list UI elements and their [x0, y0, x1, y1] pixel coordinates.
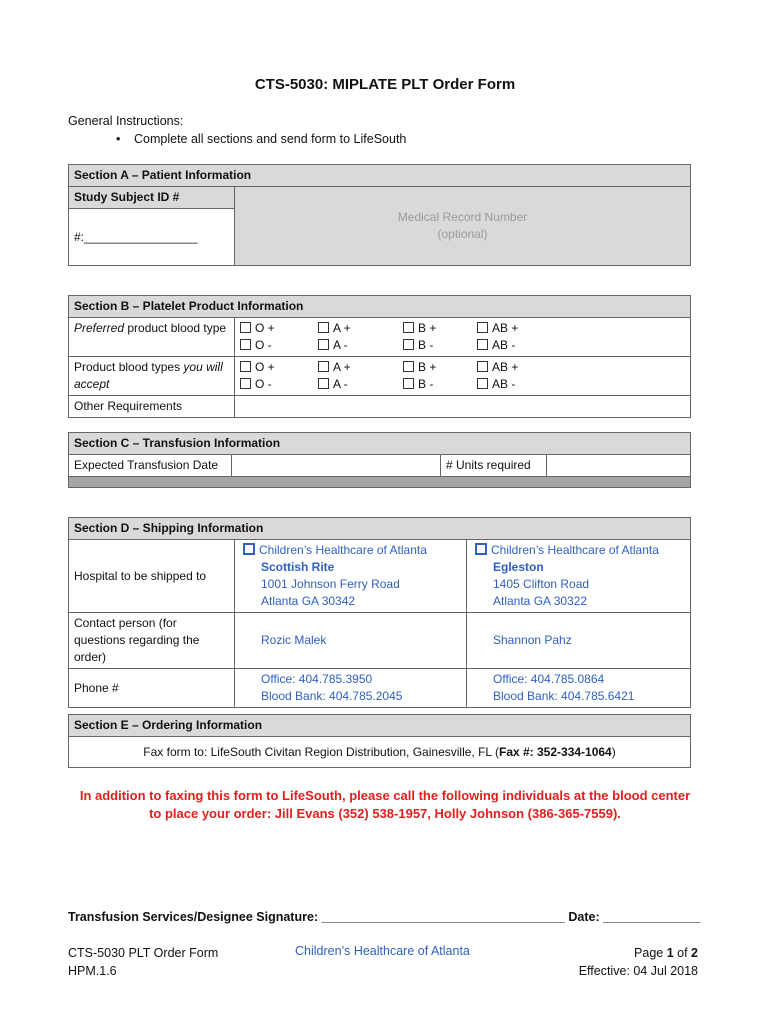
pref-ab-pos-checkbox[interactable]: AB +: [477, 320, 685, 337]
footer-form-name: CTS-5030 PLT Order Form: [68, 946, 219, 960]
pref-o-pos-checkbox[interactable]: O +: [240, 320, 308, 337]
pref-a-neg-checkbox[interactable]: A -: [318, 337, 393, 354]
pref-o-neg-checkbox[interactable]: O -: [240, 337, 308, 354]
pref-b-neg-checkbox[interactable]: B -: [403, 337, 467, 354]
pref-ab-neg-checkbox[interactable]: AB -: [477, 337, 685, 354]
study-subject-label: Study Subject ID #: [69, 187, 235, 209]
study-subject-id-field[interactable]: [69, 209, 235, 266]
accept-a-pos-checkbox[interactable]: A +: [318, 359, 393, 376]
accept-o-pos-checkbox[interactable]: O +: [240, 359, 308, 376]
mrn-optional: (optional): [437, 227, 488, 241]
section-d-header: Section D – Shipping Information: [69, 518, 691, 540]
expected-date-label: Expected Transfusion Date: [69, 455, 232, 477]
expected-date-field[interactable]: [232, 455, 441, 477]
bullet-dot-icon: •: [116, 132, 121, 146]
mrn-label: Medical Record Number: [397, 210, 528, 224]
units-required-field[interactable]: [547, 455, 691, 477]
page-number: Page 1 of 2: [634, 946, 698, 960]
effective-date: Effective: 04 Jul 2018: [578, 964, 698, 978]
egleston-checkbox[interactable]: [475, 543, 487, 555]
scottish-rite-checkbox[interactable]: [243, 543, 255, 555]
fax-instructions: Fax form to: LifeSouth Civitan Region Distribution, Gainesville, FL (Fax #: 352-334-1064): [69, 737, 691, 768]
accept-o-neg-checkbox[interactable]: O -: [240, 376, 308, 393]
units-required-label: # Units required: [441, 455, 547, 477]
accept-b-pos-checkbox[interactable]: B +: [403, 359, 467, 376]
contact-person-label: Contact person (for questions regarding the order): [69, 613, 235, 669]
section-d-table: [68, 517, 691, 708]
sr-contact: Rozic Malek: [235, 613, 467, 669]
other-requirements-field[interactable]: [235, 396, 691, 418]
section-e-table: [68, 714, 691, 768]
study-subject-id-line: #:_________________: [74, 229, 198, 244]
mrn-field[interactable]: [235, 187, 691, 266]
hospital-option-egleston[interactable]: Children’s Healthcare of Atlanta Egleston 1405 Clifton Road Atlanta GA 30322: [467, 540, 691, 613]
sr-phone: Office: 404.785.3950 Blood Bank: 404.785.2045: [235, 669, 467, 708]
footer-code: HPM.1.6: [68, 964, 117, 978]
accept-types-label: Product blood types you will accept: [69, 357, 235, 396]
notice-line-1: In addition to faxing this form to LifeSouth, please call the following individuals at the blood center: [79, 788, 691, 803]
accept-b-neg-checkbox[interactable]: B -: [403, 376, 467, 393]
notice-line-2: to place your order: Jill Evans (352) 538-1957, Holly Johnson (386-365-7559).: [149, 806, 621, 821]
section-c-table: [68, 432, 691, 488]
signature-line[interactable]: Transfusion Services/Designee Signature: ___________________________________ Date: ______________: [68, 910, 701, 924]
section-b-table: [68, 295, 691, 418]
other-requirements-label: Other Requirements: [69, 396, 235, 418]
section-c-bar: [69, 477, 691, 488]
footer-left: [68, 944, 218, 980]
hospital-label: Hospital to be shipped to: [69, 540, 235, 613]
accept-ab-neg-checkbox[interactable]: AB -: [477, 376, 685, 393]
hospital-option-scottish-rite[interactable]: Children’s Healthcare of Atlanta Scottish Rite 1001 Johnson Ferry Road Atlanta GA 30342: [235, 540, 467, 613]
instruction-text: Complete all sections and send form to LifeSouth: [134, 132, 407, 146]
section-c-header: Section C – Transfusion Information: [69, 433, 691, 455]
general-instructions-heading: General Instructions:: [68, 114, 184, 128]
page-title: CTS-5030: MIPLATE PLT Order Form: [254, 76, 516, 93]
section-a-header: Section A – Patient Information: [69, 165, 691, 187]
section-b-header: Section B – Platelet Product Information: [69, 296, 691, 318]
pref-b-pos-checkbox[interactable]: B +: [403, 320, 467, 337]
preferred-type-label: Preferred product blood type: [69, 318, 235, 357]
pref-a-pos-checkbox[interactable]: A +: [318, 320, 393, 337]
footer-center: Children’s Healthcare of Atlanta: [295, 944, 470, 958]
accept-a-neg-checkbox[interactable]: A -: [318, 376, 393, 393]
eg-phone: Office: 404.785.0864 Blood Bank: 404.785.6421: [467, 669, 691, 708]
footer-right: [579, 944, 698, 980]
accept-ab-pos-checkbox[interactable]: AB +: [477, 359, 685, 376]
section-e-header: Section E – Ordering Information: [69, 715, 691, 737]
instruction-bullet: [116, 132, 406, 146]
section-a-table: [68, 164, 691, 266]
phone-label: Phone #: [69, 669, 235, 708]
eg-contact: Shannon Pahz: [467, 613, 691, 669]
